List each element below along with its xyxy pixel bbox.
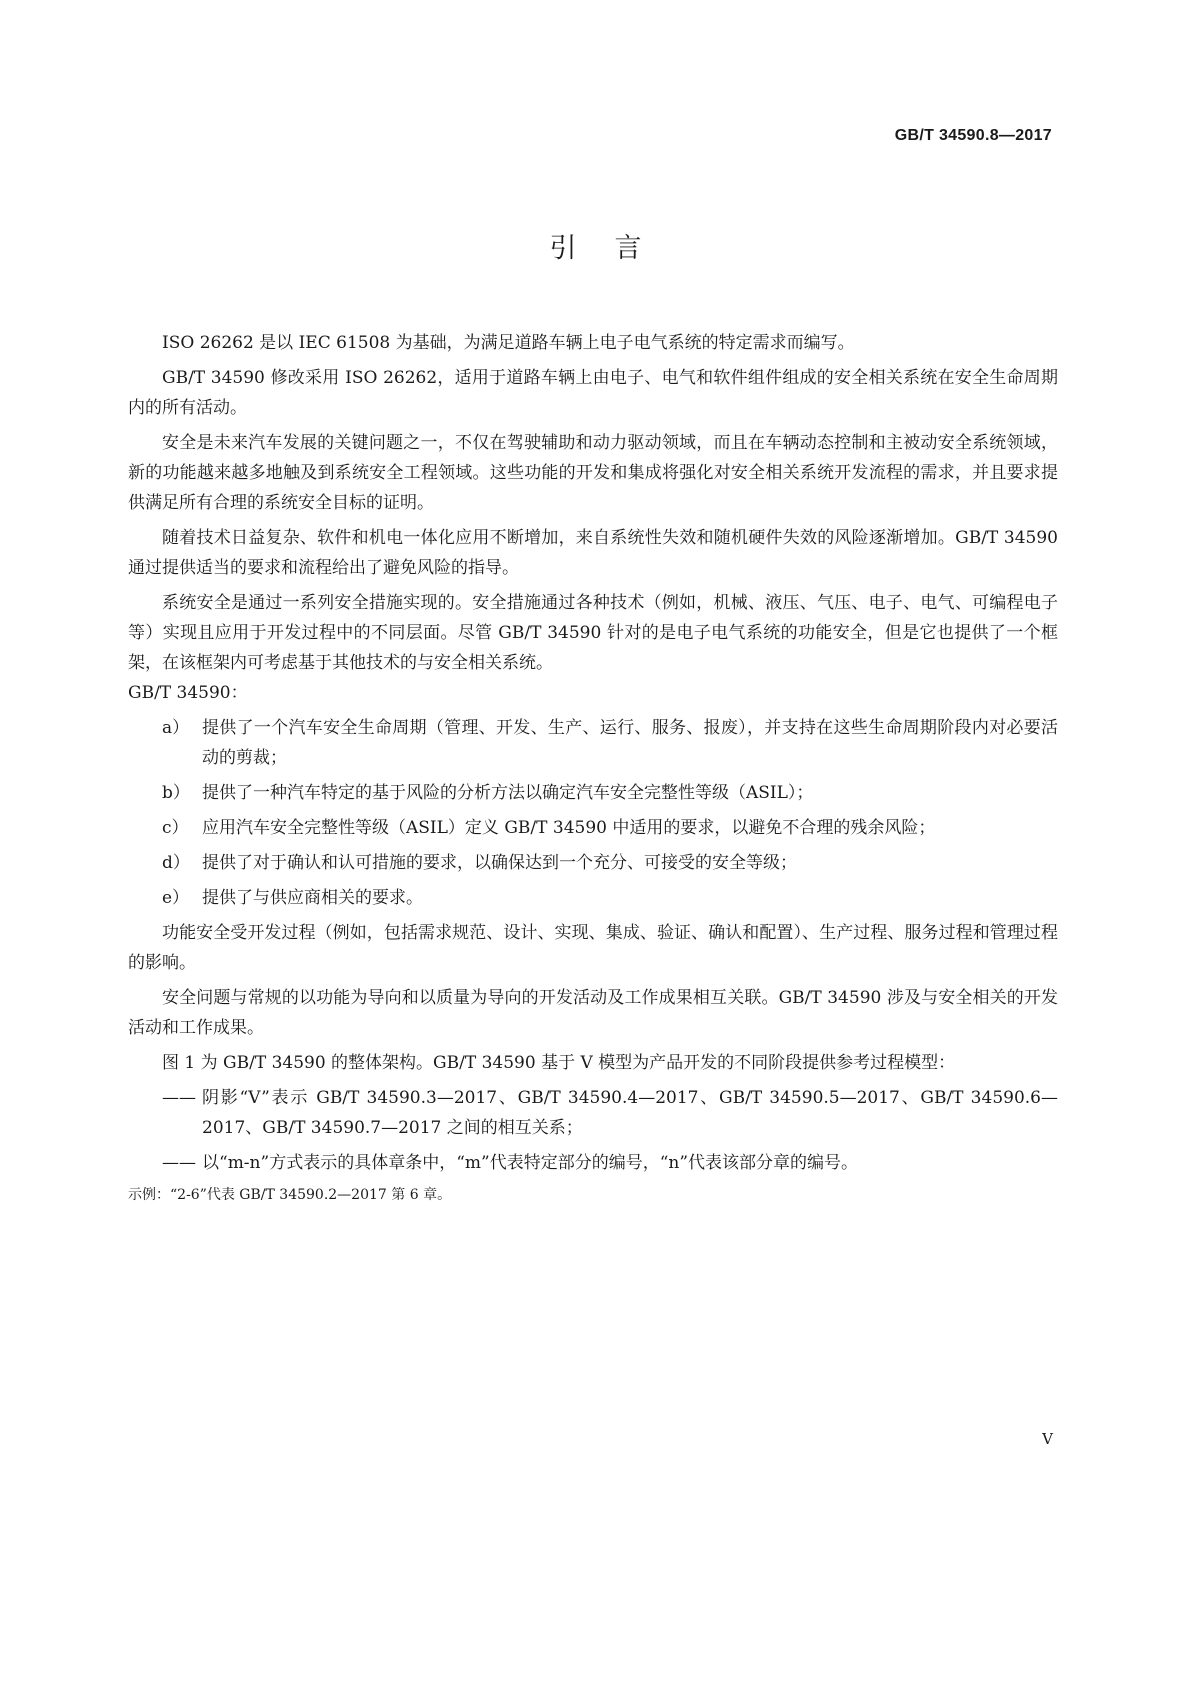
list-item-e	[128, 883, 1058, 913]
list-marker: e）	[162, 888, 190, 908]
dash-item-2	[128, 1148, 1058, 1178]
list-item-d	[128, 848, 1058, 878]
dash-marker: ——	[162, 1088, 196, 1108]
document-body	[128, 328, 1058, 1207]
list-text: 提供了一种汽车特定的基于风险的分析方法以确定汽车安全完整性等级（ASIL）；	[202, 783, 814, 803]
list-text: 提供了对于确认和认可措施的要求，以确保达到一个充分、可接受的安全等级；	[202, 853, 797, 873]
example-text: “2-6”代表 GB/T 34590.2—2017 第 6 章。	[170, 1187, 452, 1203]
page-number: V	[1042, 1430, 1053, 1448]
list-item-a	[128, 713, 1058, 773]
paragraph-2: GB/T 34590 修改采用 ISO 26262，适用于道路车辆上由电子、电气和软件组件组成的安全相关系统在安全生命周期内的所有活动。	[128, 368, 1058, 418]
dash-item-1	[128, 1083, 1058, 1143]
list-marker: d）	[162, 853, 190, 873]
paragraph-6: 功能安全受开发过程（例如，包括需求规范、设计、实现、集成、验证、确认和配置）、生产过程、服务过程和管理过程的影响。	[128, 923, 1058, 973]
example-note	[128, 1183, 1058, 1207]
paragraph-4: 随着技术日益复杂、软件和机电一体化应用不断增加，来自系统性失效和随机硬件失效的风险逐渐增加。GB/T 34590 通过提供适当的要求和流程给出了避免风险的指导。	[128, 528, 1058, 578]
dash-text: 以“m-n”方式表示的具体章条中，“m”代表特定部分的编号，“n”代表该部分章的编号。	[202, 1153, 859, 1173]
paragraph-1: ISO 26262 是以 IEC 61508 为基础，为满足道路车辆上电子电气系统的特定需求而编写。	[162, 333, 855, 353]
list-item-c	[128, 813, 1058, 843]
list-text: 提供了一个汽车安全生命周期（管理、开发、生产、运行、服务、报废），并支持在这些生命周期阶段内对必要活动的剪裁；	[202, 718, 1058, 768]
paragraph-8: 图 1 为 GB/T 34590 的整体架构。GB/T 34590 基于 V 模型为产品开发的不同阶段提供参考过程模型：	[162, 1053, 956, 1073]
list-marker: a）	[162, 718, 190, 738]
document-code: GB/T 34590.8—2017	[894, 127, 1052, 144]
dash-marker: ——	[162, 1153, 196, 1173]
paragraph-3: 安全是未来汽车发展的关键问题之一，不仅在驾驶辅助和动力驱动领域，而且在车辆动态控制和主被动安全系统领域，新的功能越来越多地触及到系统安全工程领域。这些功能的开发和集成将强化对安全相关系统开发流程的需求，并且要求提供满足所有合理的系统安全目标的证明。	[128, 433, 1058, 513]
paragraph-5-tail: GB/T 34590：	[128, 683, 248, 703]
list-item-b	[128, 778, 1058, 808]
list-text: 应用汽车安全完整性等级（ASIL）定义 GB/T 34590 中适用的要求，以避免不合理的残余风险；	[202, 818, 936, 838]
paragraph-5: 系统安全是通过一系列安全措施实现的。安全措施通过各种技术（例如，机械、液压、气压、电子、电气、可编程电子等）实现且应用于开发过程中的不同层面。尽管 GB/T 34590 针对的是电子电气系统的功能安全，但是它也提供了一个框架，在该框架内可考虑基于其他技术的与安全相关系统。	[128, 593, 1058, 673]
page-title: 引言	[549, 233, 680, 264]
list-marker: b）	[162, 783, 190, 803]
paragraph-7: 安全问题与常规的以功能为导向和以质量为导向的开发活动及工作成果相互关联。GB/T 34590 涉及与安全相关的开发活动和工作成果。	[128, 988, 1058, 1038]
list-text: 提供了与供应商相关的要求。	[202, 888, 423, 908]
list-marker: c）	[162, 818, 189, 838]
dash-text: 阴影“V”表示 GB/T 34590.3—2017、GB/T 34590.4—2017、GB/T 34590.5—2017、GB/T 34590.6—2017、GB/T 34590.7—2017 之间的相互关系；	[202, 1088, 1058, 1138]
example-label: 示例：	[128, 1187, 170, 1203]
